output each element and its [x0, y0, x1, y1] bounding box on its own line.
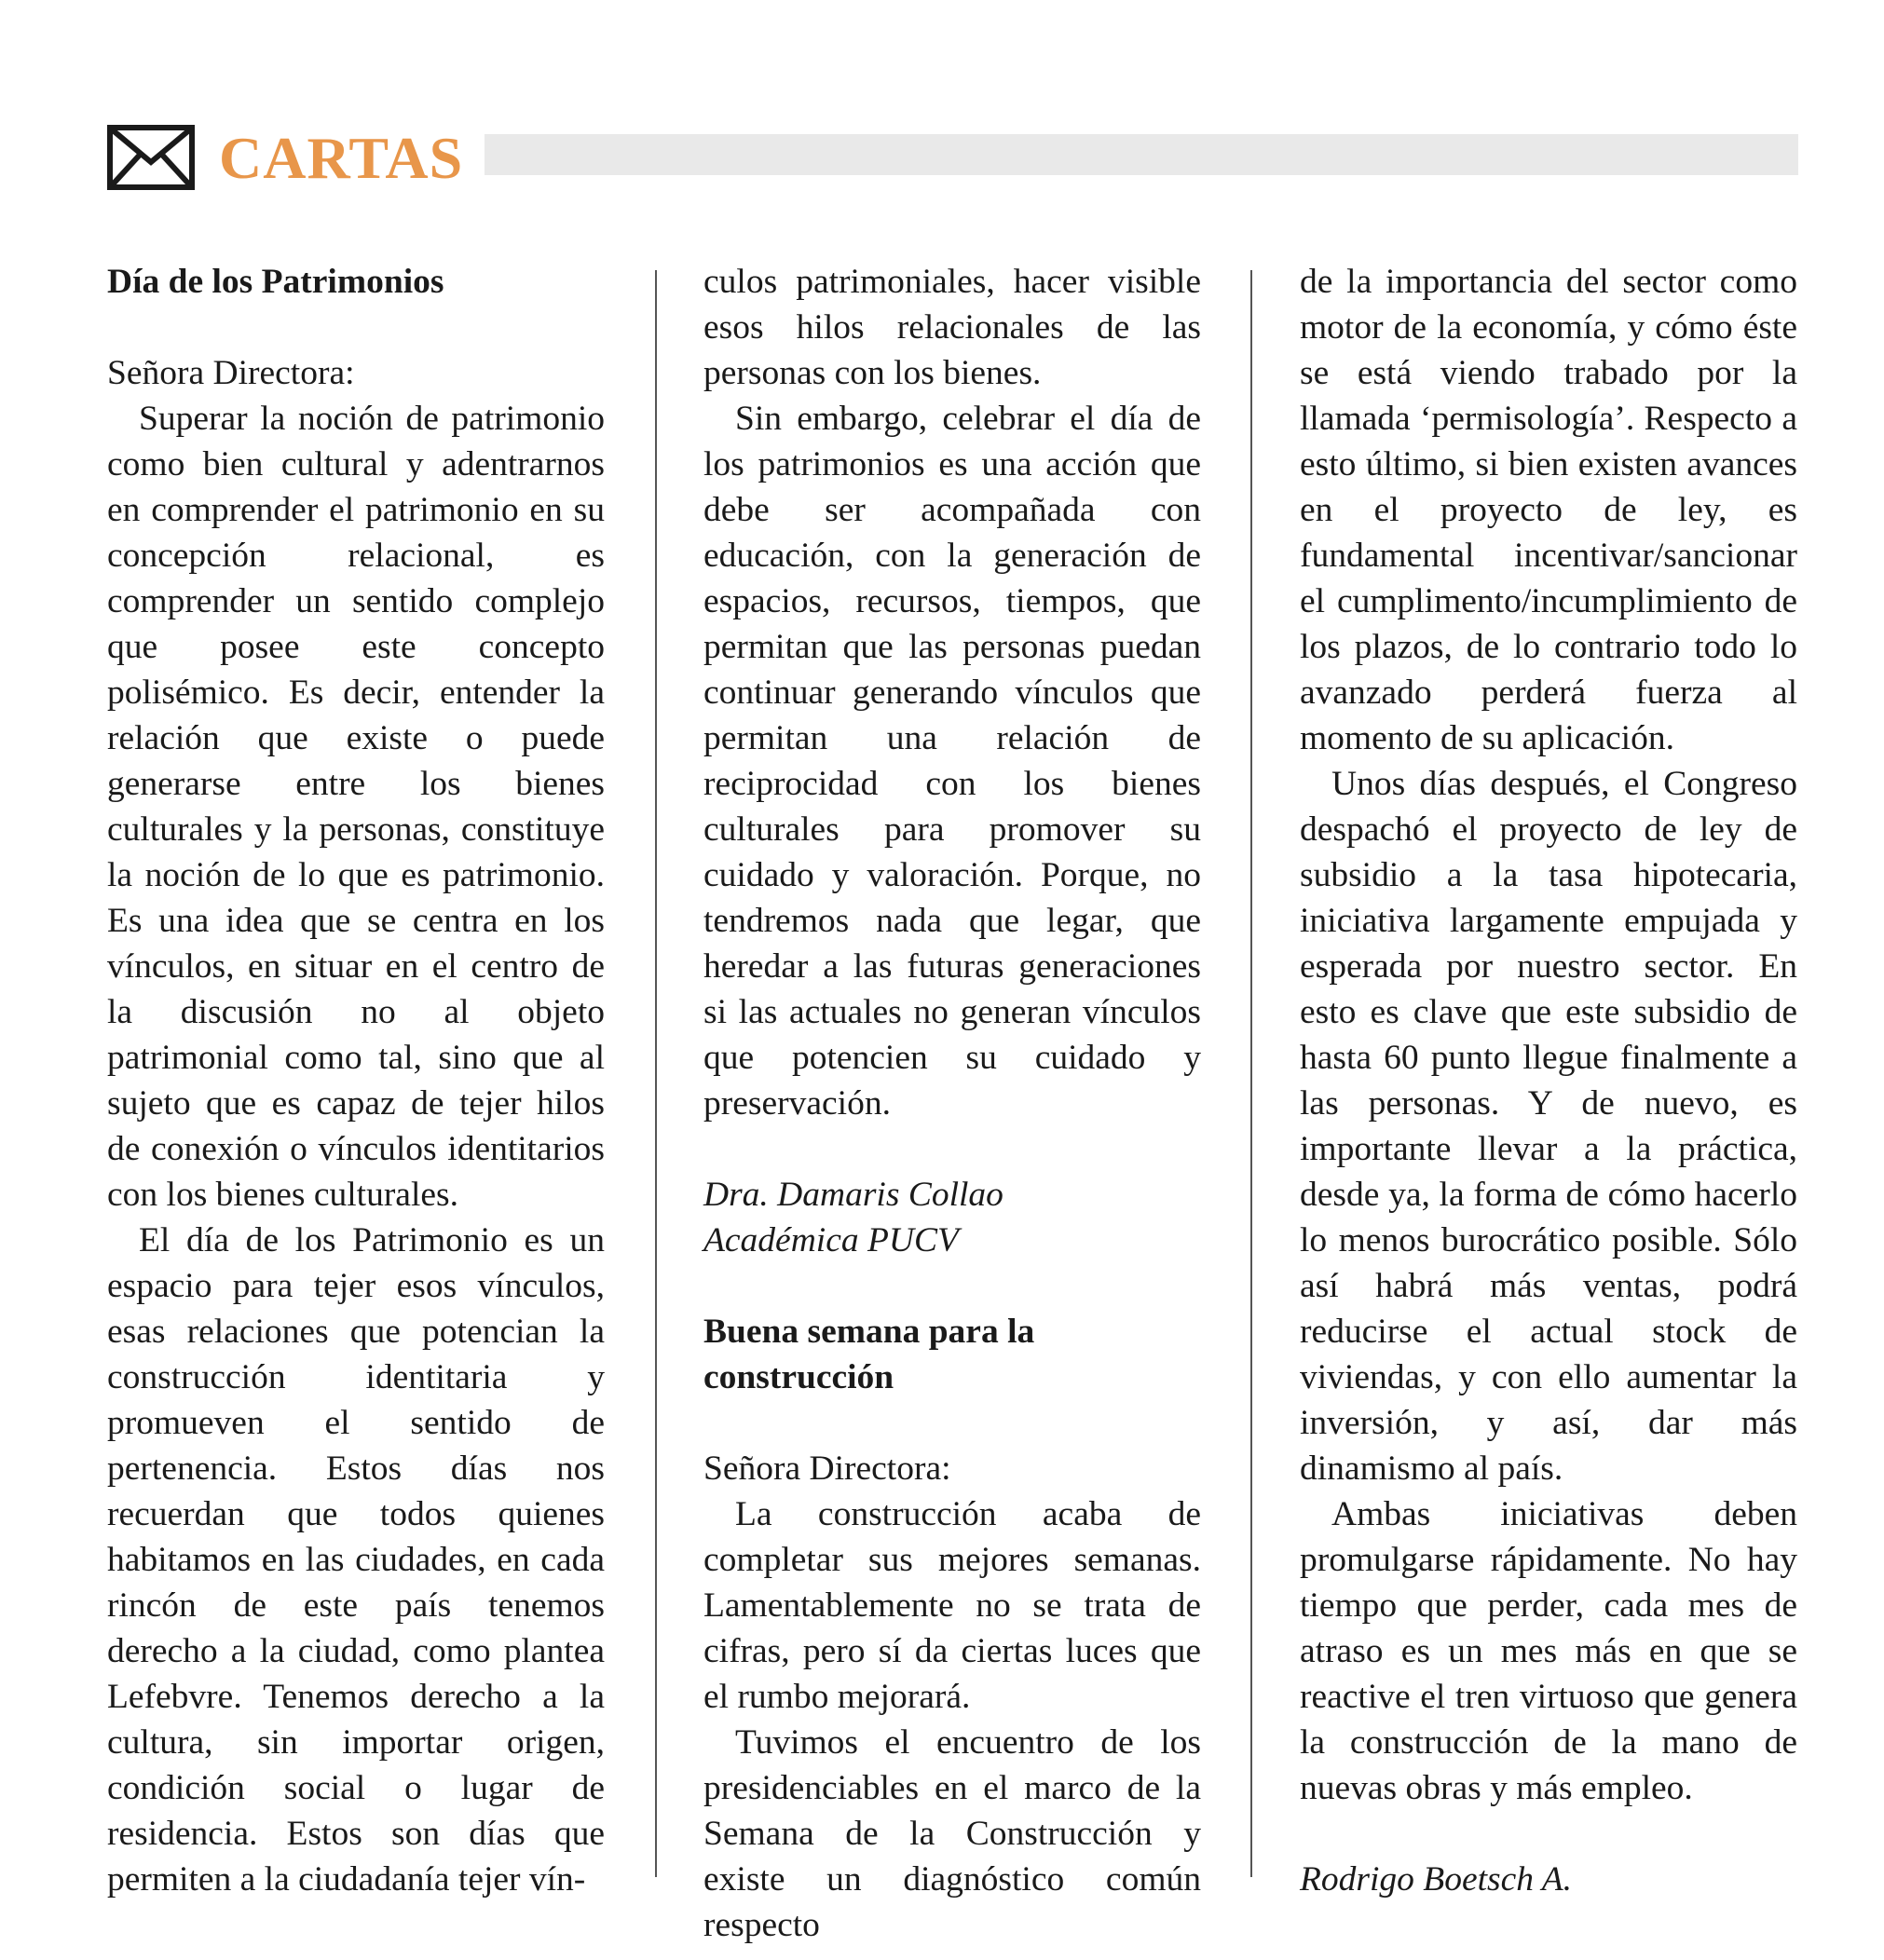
column-divider — [1250, 270, 1252, 1877]
letter-paragraph: de la importancia del sector como motor de la economía, y cómo éste se está viendo trabado por la llamada ‘permisología’. Respecto a esto último, si bien existen avances en el proyecto de ley, es fundamental incentivar/sancionar el cumplimento/incumplimiento de los plazos, de lo contrario todo lo avanzado perderá fuerza al momento de su aplicación. — [1300, 263, 1797, 757]
column-divider — [655, 270, 657, 1877]
signature-role: Académica PUCV — [703, 1221, 959, 1259]
signature-name: Dra. Damaris Collao — [703, 1176, 1003, 1214]
salutation: Señora Directora: — [107, 354, 355, 392]
envelope-icon — [107, 125, 195, 190]
letter-paragraph: La construcción acaba de completar sus mejores semanas. Lamentablemente no se trata de cifras, pero sí da ciertas luces que el rumbo mejorará. — [703, 1495, 1201, 1716]
section-title: CARTAS — [219, 125, 464, 191]
header-bar — [485, 134, 1798, 175]
letter-paragraph: Superar la noción de patrimonio como bien cultural y adentrarnos en comprender el patrimonio en su concepción relacional, es comprender un sentido complejo que posee este concepto polisémico. Es decir, entender la relación que existe o puede generarse entre los bienes culturales y la personas, constituye la noción de lo que es patrimonio. Es una idea que se centra en los vínculos, en situar en el centro de la discusión no al objeto patrimonial como tal, sino que al sujeto que es capaz de tejer hilos de conexión o vínculos identitarios con los bienes culturales. — [107, 400, 605, 1214]
salutation: Señora Directora: — [703, 1450, 951, 1488]
section-header — [107, 119, 1798, 194]
letter-paragraph: Sin embargo, celebrar el día de los patrimonios es una acción que debe ser acompañada con educación, con la generación de espacios, recursos, tiempos, que permitan que las personas puedan continuar generando vínculos que permitan una relación de reciprocidad con los bienes culturales para promover su cuidado y valoración. Porque, no tendremos nada que legar, que heredar a las futuras generaciones si las actuales no generan vínculos que potencien su cuidado y preservación. — [703, 400, 1201, 1123]
column-3 — [1300, 259, 1797, 1902]
letter-paragraph: El día de los Patrimonio es un espacio para tejer esos vínculos, esas relaciones que potencian la construcción identitaria y promueven el sentido de pertenencia. Estos días nos recuerdan que todos quienes habitamos en las ciudades, en cada rincón de este país tenemos derecho a la ciudad, como plantea Lefebvre. Tenemos derecho a la cultura, sin importar origen, condición social o lugar de residencia. Estos son días que permiten a la ciudadanía tejer vín- — [107, 1221, 605, 1899]
letter-paragraph: Unos días después, el Congreso despachó el proyecto de ley de subsidio a la tasa hipotecaria, iniciativa largamente empujada y esperada por nuestro sector. En esto es clave que este subsidio de hasta 60 punto llegue finalmente a las personas. Y de nuevo, es importante llevar a la práctica, desde ya, la forma de cómo hacerlo lo menos burocrático posible. Sólo así habrá más ventas, podrá reducirse el actual stock de viviendas, y con ello aumentar la inversión, y así, dar más dinamismo al país. — [1300, 765, 1797, 1488]
letter-title: Buena semana para la construcción — [703, 1313, 1035, 1396]
letter-paragraph: culos patrimoniales, hacer visible esos hilos relacionales de las personas con los bienes. — [703, 263, 1201, 392]
letter-paragraph: Ambas iniciativas deben promulgarse rápidamente. No hay tiempo que perder, cada mes de atraso es un mes más en que se reactive el tren virtuoso que genera la construcción de la mano de nuevas obras y más empleo. — [1300, 1495, 1797, 1807]
signature-name: Rodrigo Boetsch A. — [1300, 1860, 1572, 1899]
column-2 — [703, 259, 1201, 1948]
column-1 — [107, 259, 605, 1902]
letter-paragraph: Tuvimos el encuentro de los presidenciables en el marco de la Semana de la Construcción y existe un diagnóstico común respecto — [703, 1723, 1201, 1944]
letter-title: Día de los Patrimonios — [107, 263, 444, 301]
